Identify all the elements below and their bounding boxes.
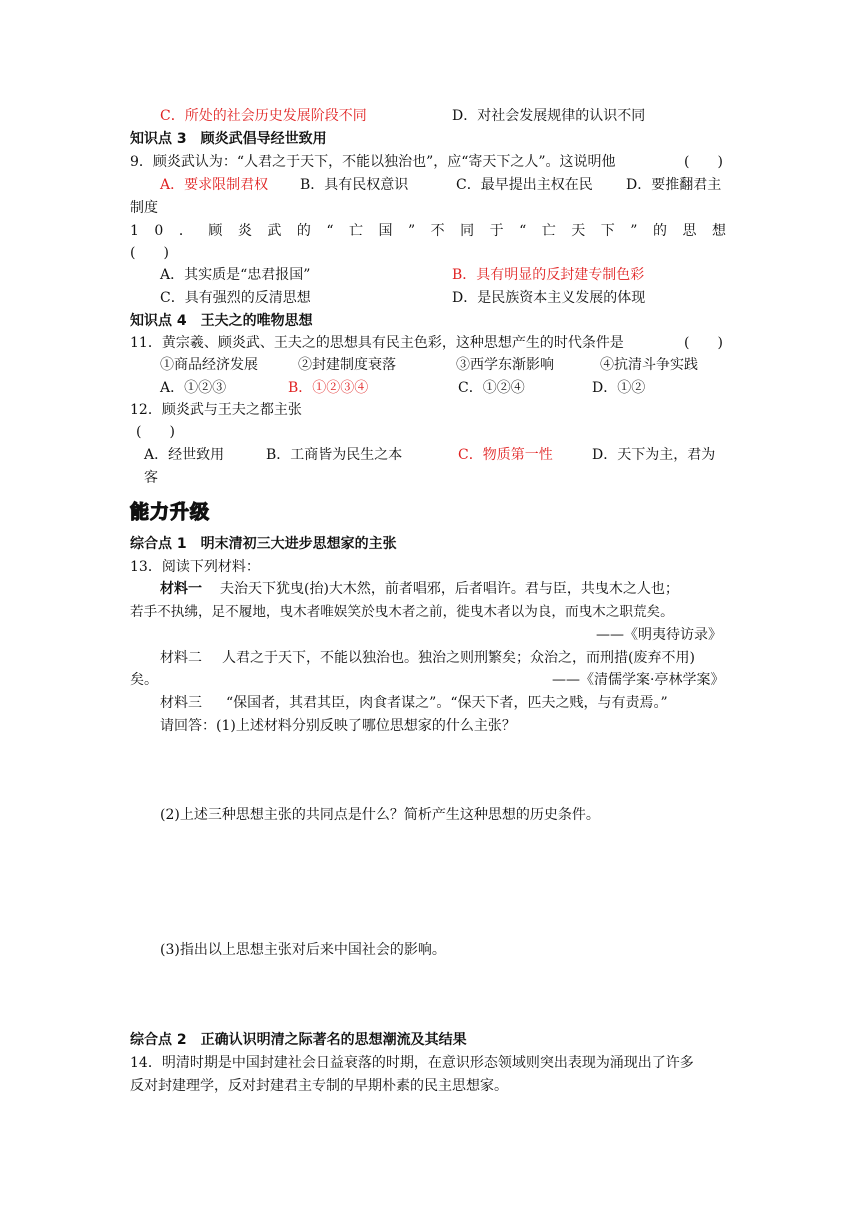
q14-line-2: 反对封建理学，反对封建君主专制的早期朴素的民主思想家。: [130, 1078, 508, 1094]
q13-material-1-line-1: 夫治天下犹曳(抬)大木然，前者唱邪，后者唱许。君与臣，共曳木之人也；: [220, 581, 679, 597]
q13-material-2-line-2: 矣。: [130, 672, 158, 688]
knowledge-point-4-heading: 知识点 4 王夫之的唯物思想: [130, 313, 313, 329]
q11-answer-paren: ( ): [684, 335, 723, 351]
q10-option-a: A．其实质是“忠君报国”: [160, 267, 311, 283]
q12-stem: 12．顾炎武与王夫之都主张: [130, 402, 302, 418]
q10-option-d: D．是民族资本主义发展的体现: [452, 290, 646, 306]
q11-option-d: D．①②: [592, 380, 646, 396]
q10-option-c: C．具有强烈的反清思想: [160, 290, 311, 306]
q10-answer-paren: ( ): [130, 245, 169, 261]
q9-option-d: D．要推翻君主: [626, 177, 722, 193]
q13-material-2-source: ——《清儒学案·亭林学案》: [552, 672, 725, 688]
q12-option-b: B．工商皆为民生之本: [266, 447, 403, 463]
q11-option-b: B．①②③④: [288, 380, 369, 396]
knowledge-point-3-heading: 知识点 3 顾炎武倡导经世致用: [130, 131, 327, 147]
q11-item-3: ③西学东渐影响: [456, 357, 554, 373]
q10-stem: 10．顾炎武的“亡国”不同于“亡天下”的思想: [130, 223, 742, 239]
q12-option-d: D．天下为主，君为: [592, 447, 716, 463]
synthesis-point-2-heading: 综合点 2 正确认识明清之际著名的思想潮流及其结果: [130, 1032, 467, 1048]
q9-option-a: A．要求限制君权: [160, 177, 269, 193]
q13-material-1-line-2: 若手不执绋，足不履地，曳木者唯娱笑於曳木者之前，徙曳木者以为良，而曳木之职荒矣。: [130, 604, 674, 620]
q13-material-3-label: 材料三: [160, 695, 202, 711]
q13-question-2: (2)上述三种思想主张的共同点是什么？简析产生这种思想的历史条件。: [160, 807, 600, 823]
q11-item-1: ①商品经济发展: [160, 357, 258, 373]
q12-answer-paren: ( ): [136, 424, 175, 440]
q9-option-c: C．最早提出主权在民: [456, 177, 593, 193]
q12-option-d-continued: 客: [144, 470, 158, 486]
q11-item-2: ②封建制度衰落: [298, 357, 396, 373]
q14-line-1: 14．明清时期是中国封建社会日益衰落的时期，在意识形态领域则突出表现为涌现出了许多: [130, 1055, 694, 1071]
q13-material-1-source: ——《明夷待访录》: [596, 627, 722, 643]
q9-stem: 9．顾炎武认为：“人君之于天下，不能以独治也”，应“寄天下之人”。这说明他: [130, 154, 616, 170]
q13-question-1: 请回答：(1)上述材料分别反映了哪位思想家的什么主张？: [160, 718, 516, 734]
q11-stem: 11．黄宗羲、顾炎武、王夫之的思想具有民主色彩，这种思想产生的时代条件是: [130, 335, 624, 351]
synthesis-point-1-heading: 综合点 1 明末清初三大进步思想家的主张: [130, 536, 397, 552]
q11-option-c: C．①②④: [458, 380, 525, 396]
q9-answer-paren: ( ): [684, 154, 723, 170]
q13-material-2-label: 材料二: [160, 650, 202, 666]
q8-option-c: C．所处的社会历史发展阶段不同: [160, 108, 367, 124]
q12-option-a: A．经世致用: [144, 447, 225, 463]
q11-item-4: ④抗清斗争实践: [600, 357, 698, 373]
q13-stem: 13．阅读下列材料：: [130, 559, 260, 575]
q8-option-d: D．对社会发展规律的认识不同: [452, 108, 646, 124]
q13-material-3-line-1: “保国者，其君其臣，肉食者谋之”。“保天下者，匹夫之贱，与有责焉。”: [226, 695, 668, 711]
q13-question-3: (3)指出以上思想主张对后来中国社会的影响。: [160, 942, 446, 958]
q9-option-b: B．具有民权意识: [300, 177, 409, 193]
q11-option-a: A．①②③: [160, 380, 227, 396]
section-title: 能力升级: [130, 501, 211, 523]
q10-option-b: B．具有明显的反封建专制色彩: [452, 267, 645, 283]
q13-material-2-line-1: 人君之于天下，不能以独治也。独治之则刑繁矣；众治之，而刑措(废弃不用): [222, 650, 695, 666]
q12-option-c: C．物质第一性: [458, 447, 553, 463]
q9-option-d-continued: 制度: [130, 200, 158, 216]
q13-material-1-label: 材料一: [160, 581, 202, 597]
